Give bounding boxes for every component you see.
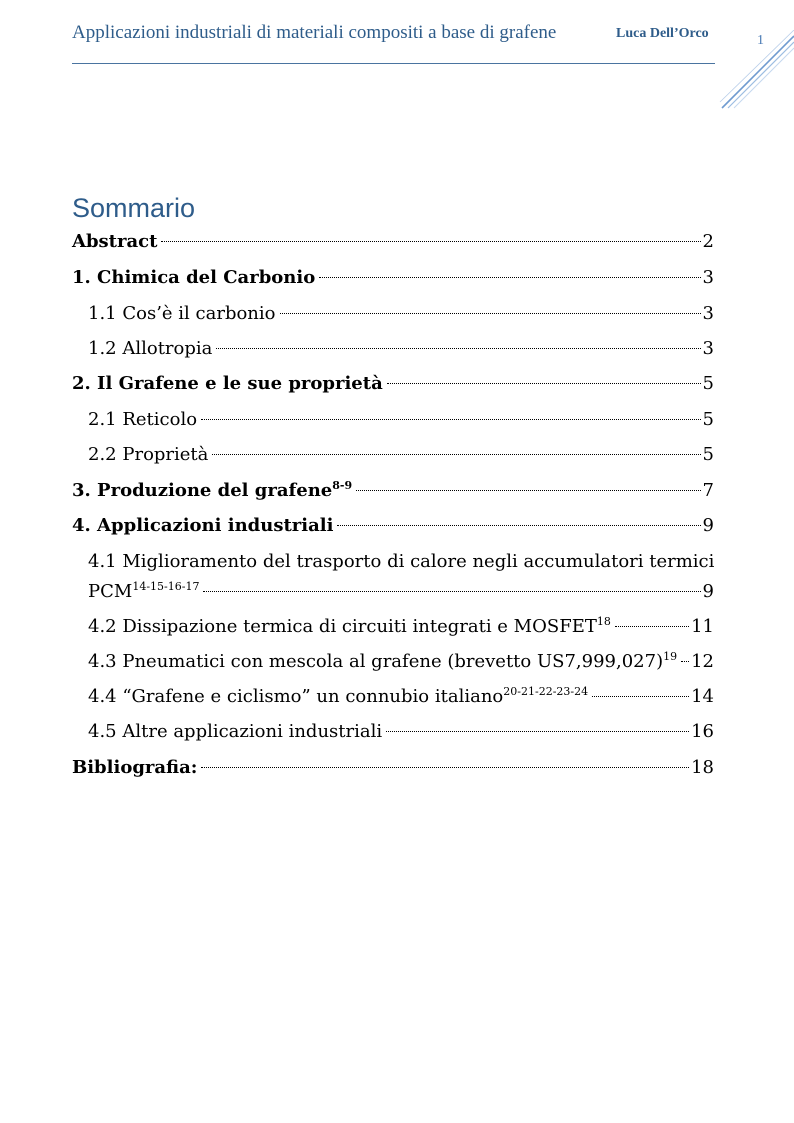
toc-entry-text: Bibliografia:: [72, 757, 198, 778]
toc-dot-leader: [356, 490, 700, 491]
toc-page-number: 5: [702, 444, 714, 465]
toc-dot-leader: [201, 419, 700, 420]
toc-entry[interactable]: [72, 474, 714, 508]
toc-entry-reference: 18: [596, 615, 611, 628]
toc-entry[interactable]: [72, 332, 714, 366]
toc-entry[interactable]: [72, 403, 714, 437]
toc-entry-text: PCM: [88, 581, 133, 602]
toc-page-number: 3: [702, 338, 714, 359]
page-number: 1: [757, 33, 764, 48]
toc-dot-leader: [386, 731, 689, 732]
toc-title: Sommario: [72, 193, 196, 223]
toc-entry[interactable]: [72, 575, 714, 609]
toc-entry-text: 2.1 Reticolo: [88, 409, 198, 430]
header-rule: [72, 63, 715, 64]
toc-entry[interactable]: [72, 715, 714, 749]
toc-entry[interactable]: [72, 225, 714, 259]
toc-dot-leader: [161, 241, 700, 242]
toc-dot-leader: [203, 591, 700, 592]
toc-entry[interactable]: [72, 645, 714, 679]
toc-page-number: 3: [702, 303, 714, 324]
toc-page-number: 9: [702, 515, 714, 536]
toc-dot-leader: [216, 348, 700, 349]
toc-entry[interactable]: [72, 367, 714, 401]
toc-page-number: 18: [691, 757, 714, 778]
toc-entry-text: 4.2 Dissipazione termica di circuiti integrati e MOSFET: [88, 616, 597, 637]
header-title: Applicazioni industriali di materiali compositi a base di grafene: [72, 22, 557, 43]
toc-entry[interactable]: [72, 297, 714, 331]
toc-entry[interactable]: [72, 751, 714, 785]
toc-entry-text: 3. Produzione del grafene: [72, 480, 333, 501]
toc-entry-text: 4.3 Pneumatici con mescola al grafene (brevetto US7,999,027): [88, 651, 664, 672]
toc-entry-reference: 8-9: [332, 479, 353, 492]
toc-page-number: 11: [691, 616, 714, 637]
toc-page-number: 2: [702, 231, 714, 252]
toc-page-number: 16: [691, 721, 714, 742]
toc-entry-text: 2. Il Grafene e le sue proprietà: [72, 373, 383, 394]
toc-page-number: 14: [691, 686, 714, 707]
toc-entry[interactable]: [72, 261, 714, 295]
toc-dot-leader: [201, 767, 689, 768]
toc-page-number: 12: [691, 651, 714, 672]
toc-entry[interactable]: [72, 509, 714, 543]
corner-decoration: [718, 30, 794, 110]
toc-entry-text: 1. Chimica del Carbonio: [72, 267, 316, 288]
toc-entry-reference: 19: [663, 650, 678, 663]
toc-dot-leader: [592, 696, 689, 697]
toc-entry-text: 4.1 Miglioramento del trasporto di calore negli accumulatori termici: [88, 551, 715, 572]
toc-entry-text: 4.5 Altre applicazioni industriali: [88, 721, 383, 742]
toc-entry-text: Abstract: [72, 231, 158, 252]
toc-entry-text: 1.2 Allotropia: [88, 338, 213, 359]
toc-page-number: 9: [702, 581, 714, 602]
toc-page-number: 3: [702, 267, 714, 288]
toc-dot-leader: [212, 454, 700, 455]
toc-page-number: 5: [702, 373, 714, 394]
toc-entry[interactable]: [72, 610, 714, 644]
toc-dot-leader: [319, 277, 700, 278]
toc-dot-leader: [615, 626, 689, 627]
toc-dot-leader: [337, 525, 700, 526]
toc-entry[interactable]: [72, 680, 714, 714]
toc-entry-text: 4.4 “Grafene e ciclismo” un connubio italiano: [88, 686, 504, 707]
toc-entry-text: 4. Applicazioni industriali: [72, 515, 334, 536]
toc-entry-text: 1.1 Cos’è il carbonio: [88, 303, 276, 324]
toc-entry[interactable]: [72, 438, 714, 472]
toc-page-number: 7: [702, 480, 714, 501]
toc-dot-leader: [681, 661, 689, 662]
toc-dot-leader: [280, 313, 701, 314]
toc-page-number: 5: [702, 409, 714, 430]
toc-entry-reference: 20-21-22-23-24: [503, 685, 589, 698]
toc-entry-reference: 14-15-16-17: [132, 580, 200, 593]
toc-entry-text: 2.2 Proprietà: [88, 444, 209, 465]
toc-dot-leader: [387, 383, 701, 384]
header-author: Luca Dell’Orco: [616, 26, 709, 41]
